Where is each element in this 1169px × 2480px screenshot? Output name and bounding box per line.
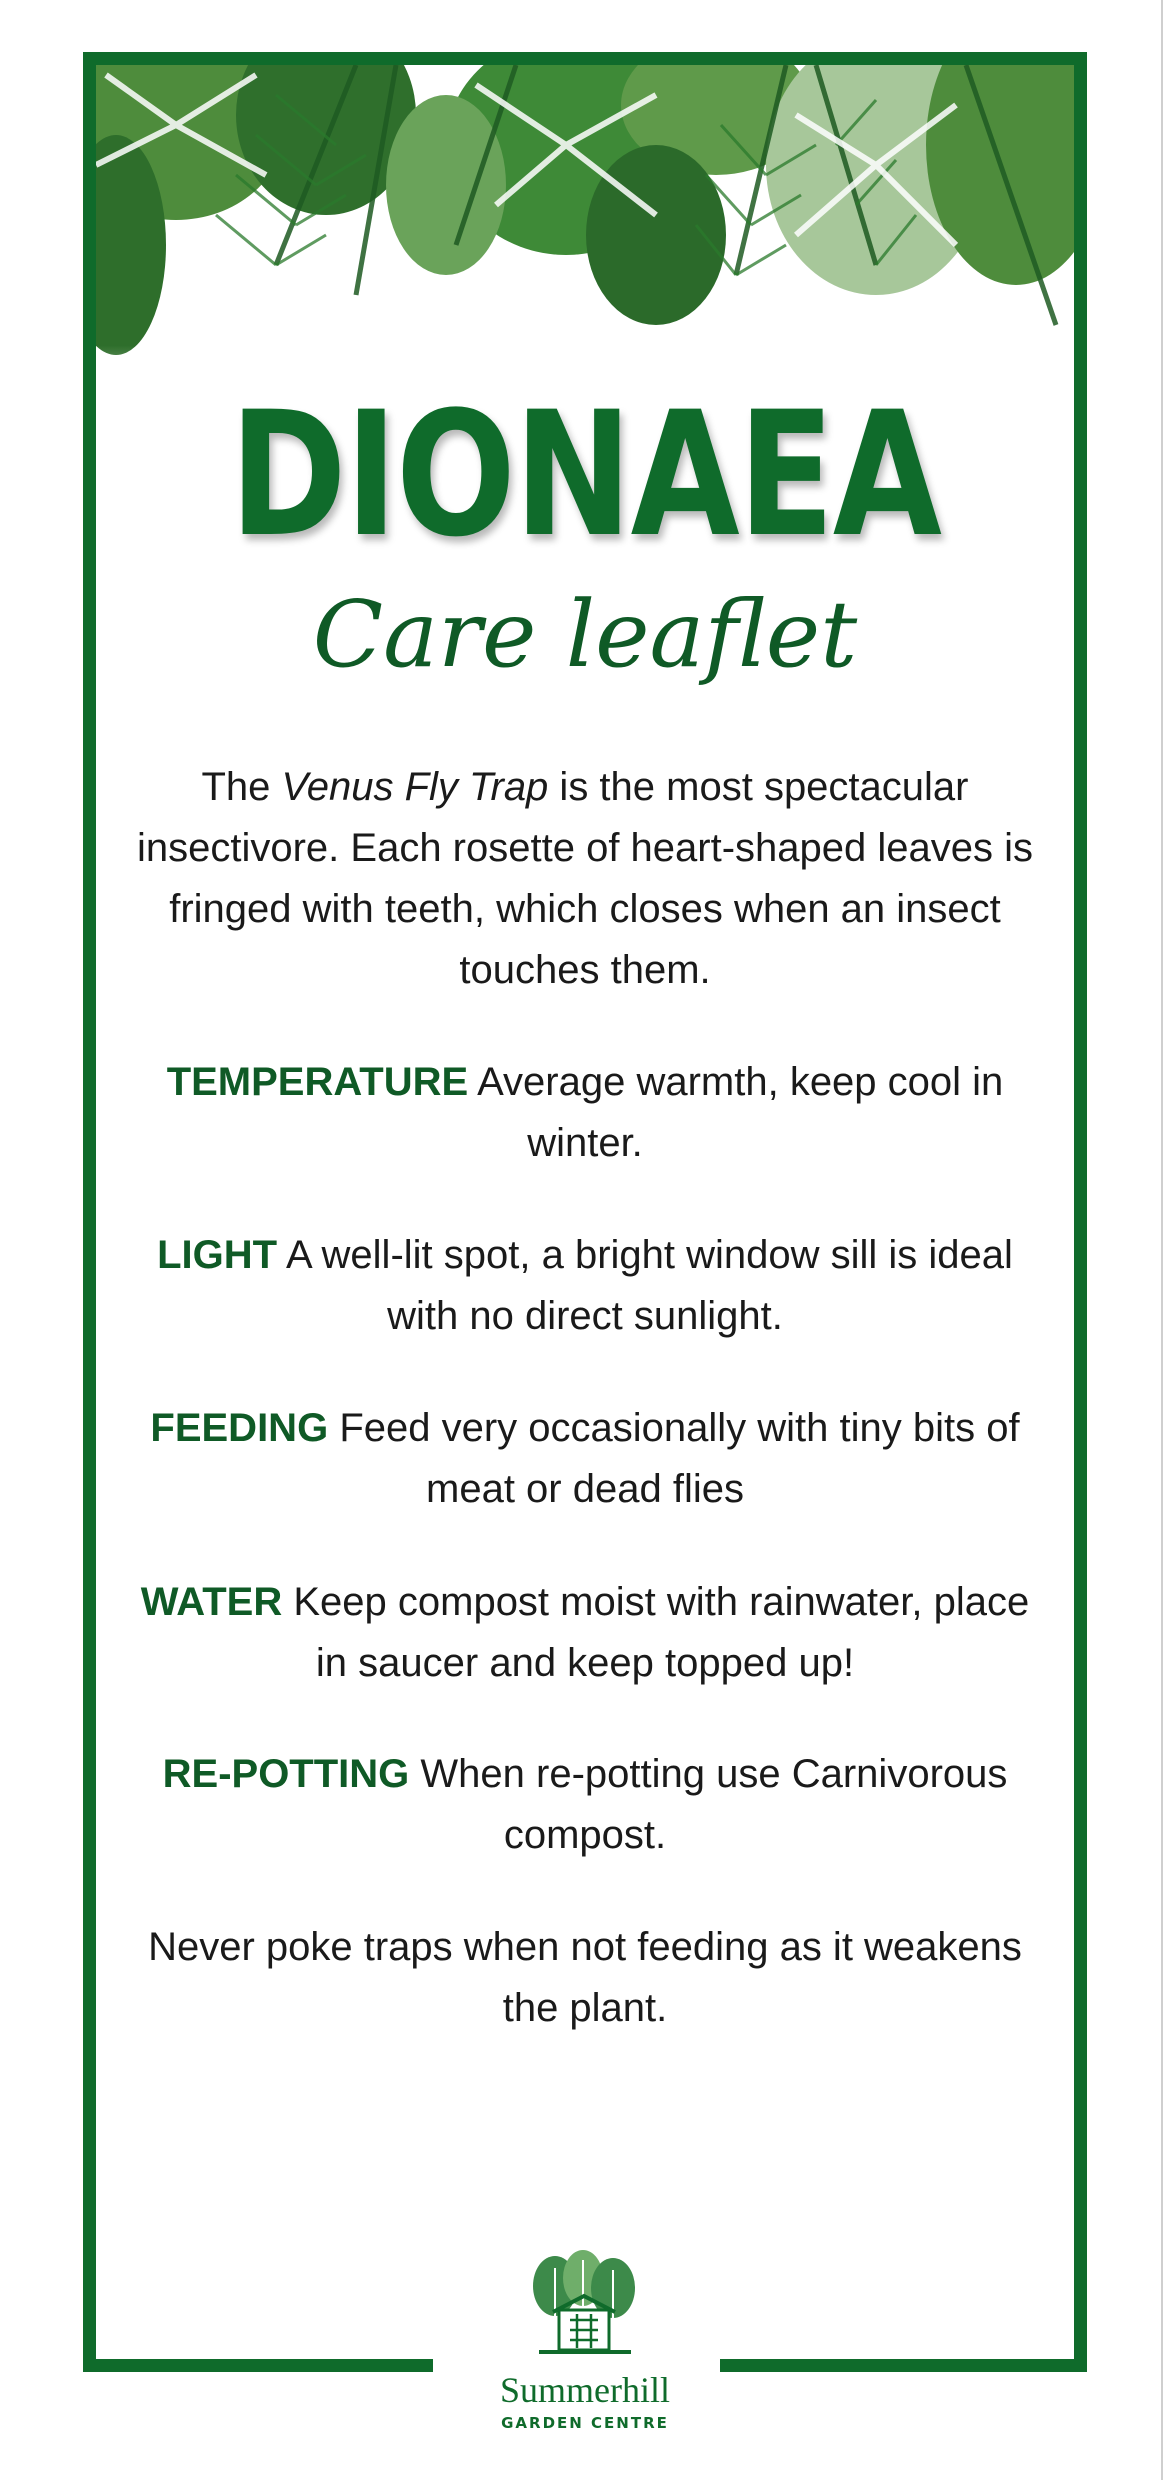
frame-right-border — [1074, 52, 1087, 2372]
page-edge — [1161, 0, 1163, 2480]
water-text: Keep compost moist with rainwater, place in saucer and keep topped up! — [293, 1580, 1030, 1685]
trees-house-icon — [525, 2248, 645, 2368]
feeding-label: FEEDING — [150, 1406, 329, 1450]
intro-paragraph — [120, 757, 1050, 1001]
document-subtitle: Care leaflet — [312, 581, 858, 688]
water-label: WATER — [140, 1580, 283, 1624]
intro-plant-name: Venus Fly Trap — [281, 765, 549, 809]
intro-text-after: is the most spectacular insectivore. Each rosette of heart-shaped leaves is fringed with teeth, which closes when an insect touches them. — [136, 765, 1034, 992]
light-label: LIGHT — [157, 1233, 278, 1277]
feeding-text: Feed very occasionally with tiny bits of meat or dead flies — [339, 1406, 1020, 1511]
light-section — [120, 1225, 1050, 1347]
logo-name: Summerhill — [500, 2370, 670, 2410]
light-text: A well-lit spot, a bright window sill is ideal with no direct sunlight. — [285, 1233, 1013, 1338]
frame-bottom-border-left — [83, 2359, 433, 2372]
water-section — [120, 1572, 1050, 1694]
document-title: DIONAEA — [229, 374, 941, 575]
logo-tagline: GARDEN CENTRE — [501, 2414, 669, 2432]
frame-bottom-border-right — [720, 2359, 1087, 2372]
care-note: Never poke traps when not feeding as it weakens the plant. — [148, 1925, 1022, 2030]
intro-text-before: The — [201, 765, 282, 809]
frame-top-border — [83, 52, 1087, 65]
repotting-label: RE-POTTING — [162, 1752, 410, 1796]
temperature-text: Average warmth, keep cool in winter. — [477, 1060, 1004, 1165]
tropical-foliage-image — [96, 65, 1074, 395]
summerhill-logo — [475, 2240, 695, 2460]
repotting-text: When re-potting use Carnivorous compost. — [420, 1752, 1008, 1857]
temperature-section — [120, 1052, 1050, 1174]
feeding-section — [120, 1398, 1050, 1520]
repotting-section — [120, 1744, 1050, 1866]
frame-left-border — [83, 52, 96, 2372]
temperature-label: TEMPERATURE — [166, 1060, 469, 1104]
